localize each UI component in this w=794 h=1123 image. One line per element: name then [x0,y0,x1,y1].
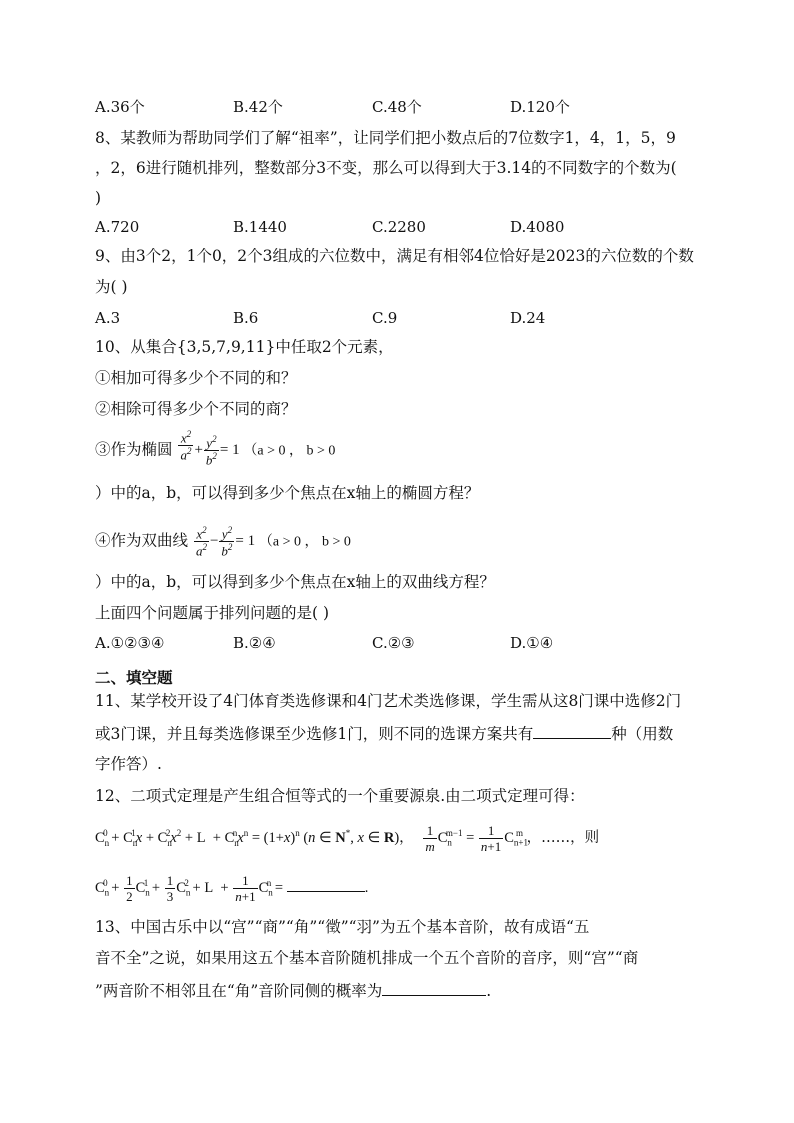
q13-line-3a: ”两音阶不相邻且在“角”音阶同侧的概率为 [95,982,383,1000]
q13-line-2: 音不全”之说，如果用这五个基本音阶随机排成一个五个音阶的音序，则“宫”“商 [95,949,639,967]
q8-option-c: C.2280 [372,218,426,236]
q10-item-4 [95,526,351,558]
q10-option-a: A.①②③④ [95,634,165,652]
q9-option-b: B.6 [233,309,259,327]
q11-line-2 [95,722,673,744]
q7-option-a: A.36个 [95,98,145,116]
q11-line-2a: 或3门课，并且每类选修课至少选修1门，则不同的选课方案共有 [95,725,534,743]
q12-formula-tail: ，……，则 [526,829,600,846]
q10-item-1: ①相加可得多少个不同的和？ [95,369,297,387]
q10-item-4-cond: （a > 0 ， b > 0 [258,534,351,550]
q7-option-d: D.120个 [510,98,570,116]
q12-formula-1: $C_n^0 + C_n^1x + C_n^2x^2 + L + C_n^nx^n = (1+x)^n$ (n ∈ N*, x ∈ R)， $\frac{1}{m}$ $C_n^{m-1}$ = $\frac{1}{n+1}$ $C_{n+1}^m$ ，……，则 [95,823,600,854]
hyperbola-formula: $\frac{x^2}{a^2}$ − $\frac{y^2}{b^2}$ = 1 [195,525,259,559]
q10-option-c: C.②③ [372,634,415,652]
q10-question: 上面四个问题属于排列问题的是( ) [95,604,330,622]
q8-line-2: ，2，6进行随机排列，整数部分3不变，那么可以得到大于3.14的不同数字的个数为( [95,159,677,177]
answer-blank [287,875,365,892]
q8-line-3: ) [95,189,102,207]
q13-line-3 [95,979,491,1001]
q7-option-b: B.42个 [233,98,283,116]
q9-option-c: C.9 [372,309,398,327]
q11-line-3: 字作答）. [95,755,162,773]
q9-option-a: A.3 [95,309,121,327]
binomial-expansion: $C_n^0 + C_n^1x + C_n^2x^2 + L + C_n^nx^n = (1+x)^n$ (n ∈ N*, x ∈ R)， [95,828,414,848]
q10-item-3-prefix: ③作为椭圆 [95,440,173,459]
q7-option-c: C.48个 [372,98,422,116]
q8-option-b: B.1440 [233,218,287,236]
q10-item-2: ②相除可得多少个不同的商？ [95,400,297,418]
q9-option-d: D.24 [510,309,546,327]
q10-item-4-prefix: ④作为双曲线 [95,531,189,550]
q11-line-1: 11、某学校开设了4门体育类选修课和4门艺术类选修课，学生需从这8门课中选修2门 [95,692,682,710]
q8-option-d: D.4080 [510,218,565,236]
q10-option-b: B.②④ [233,634,276,652]
q10-item-4-tail: ）中的a，b，可以得到多少个焦点在x轴上的双曲线方程？ [95,573,495,591]
q11-line-2b: 种（用数 [611,725,674,743]
q13-line-1: 13、中国古乐中以“宫”“商”“角”“徵”“羽”为五个基本音阶，故有成语“五 [95,918,590,936]
q12-formula-2: $C_n^0$ + $\frac{1}{2}$ $C_n^1$ + $\frac{1}{3}$ $C_n^2 + L$ + $\frac{1}{n+1}$ $C_n^n$ = . [95,873,369,904]
answer-blank [533,722,611,739]
q10-line-1: 10、从集合{3,5,7,9,11}中任取2个元素， [95,338,394,356]
q13-line-3b: . [486,982,492,1000]
section-title: 二、填空题 [95,669,173,687]
q10-option-d: D.①④ [510,634,554,652]
q12-period: . [364,879,369,896]
q10-item-3 [95,429,336,468]
q9-line-2: 为( ) [95,278,128,296]
answer-blank [382,979,486,996]
q8-line-1: 8、某教师为帮助同学们了解“祖率”，让同学们把小数点后的7位数字1，4，1，5，9 [95,129,676,147]
ellipse-formula: $\frac{x^2}{a^2}$ + $\frac{y^2}{b^2}$ = 1 [180,429,244,468]
q12-line-1: 12、二项式定理是产生组合恒等式的一个重要源泉.由二项式定理可得： [95,787,585,805]
q9-line-1: 9、由3个2，1个0，2个3组成的六位数中，满足有相邻4位恰好是2023的六位数的个数 [95,247,694,265]
q10-item-3-cond: （a > 0 ， b > 0 [243,443,336,459]
q10-item-3-tail: ）中的a，b，可以得到多少个焦点在x轴上的椭圆方程？ [95,484,480,502]
q8-option-a: A.720 [95,218,140,236]
